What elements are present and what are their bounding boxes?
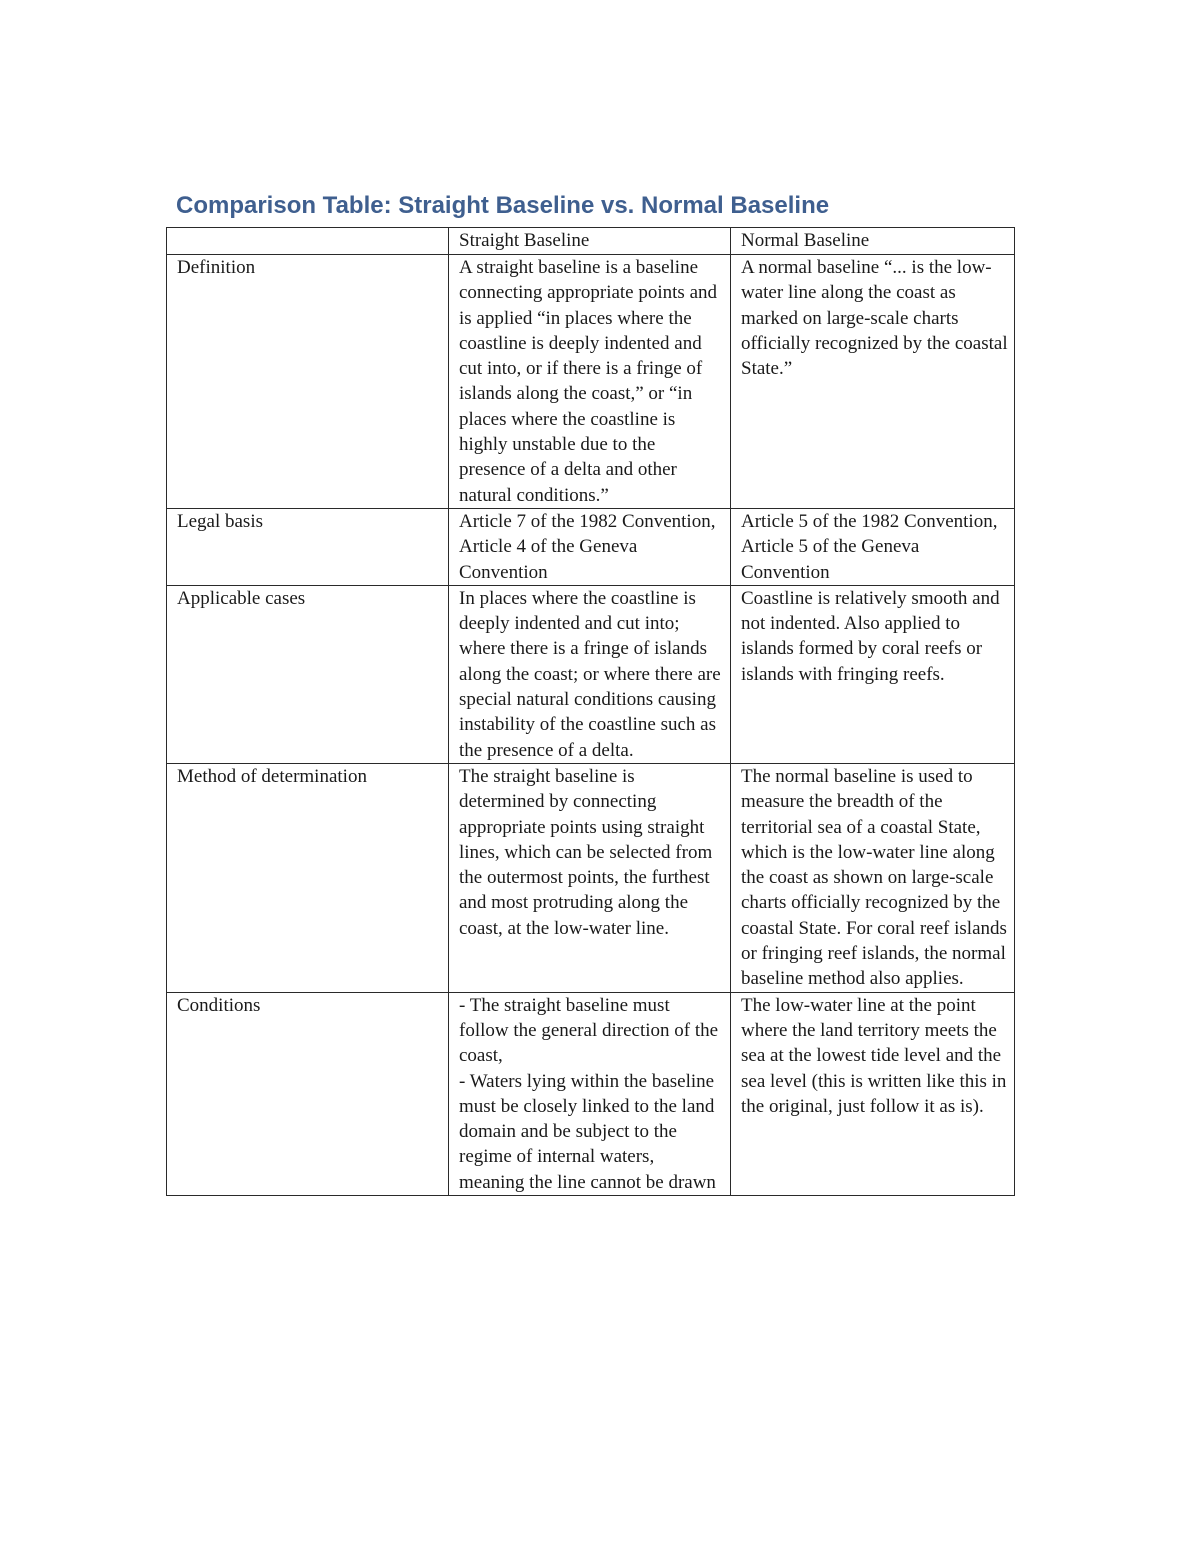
table-row bbox=[167, 992, 1015, 1195]
row-label: Applicable cases bbox=[167, 585, 449, 763]
row-label: Method of determination bbox=[167, 763, 449, 992]
page-title: Comparison Table: Straight Baseline vs. Normal Baseline bbox=[176, 192, 830, 219]
row-label: Legal basis bbox=[167, 508, 449, 585]
row-label: Conditions bbox=[167, 992, 449, 1195]
normal-baseline-cell: The low-water line at the point where the land territory meets the sea at the lowest tide level and the sea level (this is written like this in the original, just follow it as is). bbox=[731, 992, 1015, 1195]
header-cell-empty bbox=[167, 228, 449, 255]
table-header-row bbox=[167, 228, 1015, 255]
normal-baseline-cell: Coastline is relatively smooth and not indented. Also applied to islands formed by coral reefs or islands with fringing reefs. bbox=[731, 585, 1015, 763]
row-label: Definition bbox=[167, 255, 449, 509]
table-row bbox=[167, 585, 1015, 763]
straight-baseline-cell: The straight baseline is determined by connecting appropriate points using straight lines, which can be selected from the outermost points, the furthest and most protruding along the coast, at the low-water line. bbox=[449, 763, 731, 992]
straight-baseline-cell: Article 7 of the 1982 Convention, Article 4 of the Geneva Convention bbox=[449, 508, 731, 585]
normal-baseline-cell: The normal baseline is used to measure the breadth of the territorial sea of a coastal State, which is the low-water line along the coast as shown on large-scale charts officially recognized by the coastal State. For coral reef islands or fringing reef islands, the normal baseline method also applies. bbox=[731, 763, 1015, 992]
table-row bbox=[167, 255, 1015, 509]
normal-baseline-cell: A normal baseline “... is the low-water line along the coast as marked on large-scale charts officially recognized by the coastal State.” bbox=[731, 255, 1015, 509]
header-cell-straight-baseline: Straight Baseline bbox=[449, 228, 731, 255]
header-cell-normal-baseline: Normal Baseline bbox=[731, 228, 1015, 255]
normal-baseline-cell: Article 5 of the 1982 Convention, Article 5 of the Geneva Convention bbox=[731, 508, 1015, 585]
table-row bbox=[167, 508, 1015, 585]
straight-baseline-cell: A straight baseline is a baseline connecting appropriate points and is applied “in places where the coastline is deeply indented and cut into, or if there is a fringe of islands along the coast,” or “in places where the coastline is highly unstable due to the presence of a delta and other natural conditions.” bbox=[449, 255, 731, 509]
table-row bbox=[167, 763, 1015, 992]
straight-baseline-cell: - The straight baseline must follow the general direction of the coast, - Waters lying within the baseline must be closely linked to the land domain and be subject to the regime of internal waters, meaning the line cannot be drawn bbox=[449, 992, 731, 1195]
straight-baseline-cell: In places where the coastline is deeply indented and cut into; where there is a fringe of islands along the coast; or where there are special natural conditions causing instability of the coastline such as the presence of a delta. bbox=[449, 585, 731, 763]
comparison-table bbox=[166, 227, 1015, 1196]
